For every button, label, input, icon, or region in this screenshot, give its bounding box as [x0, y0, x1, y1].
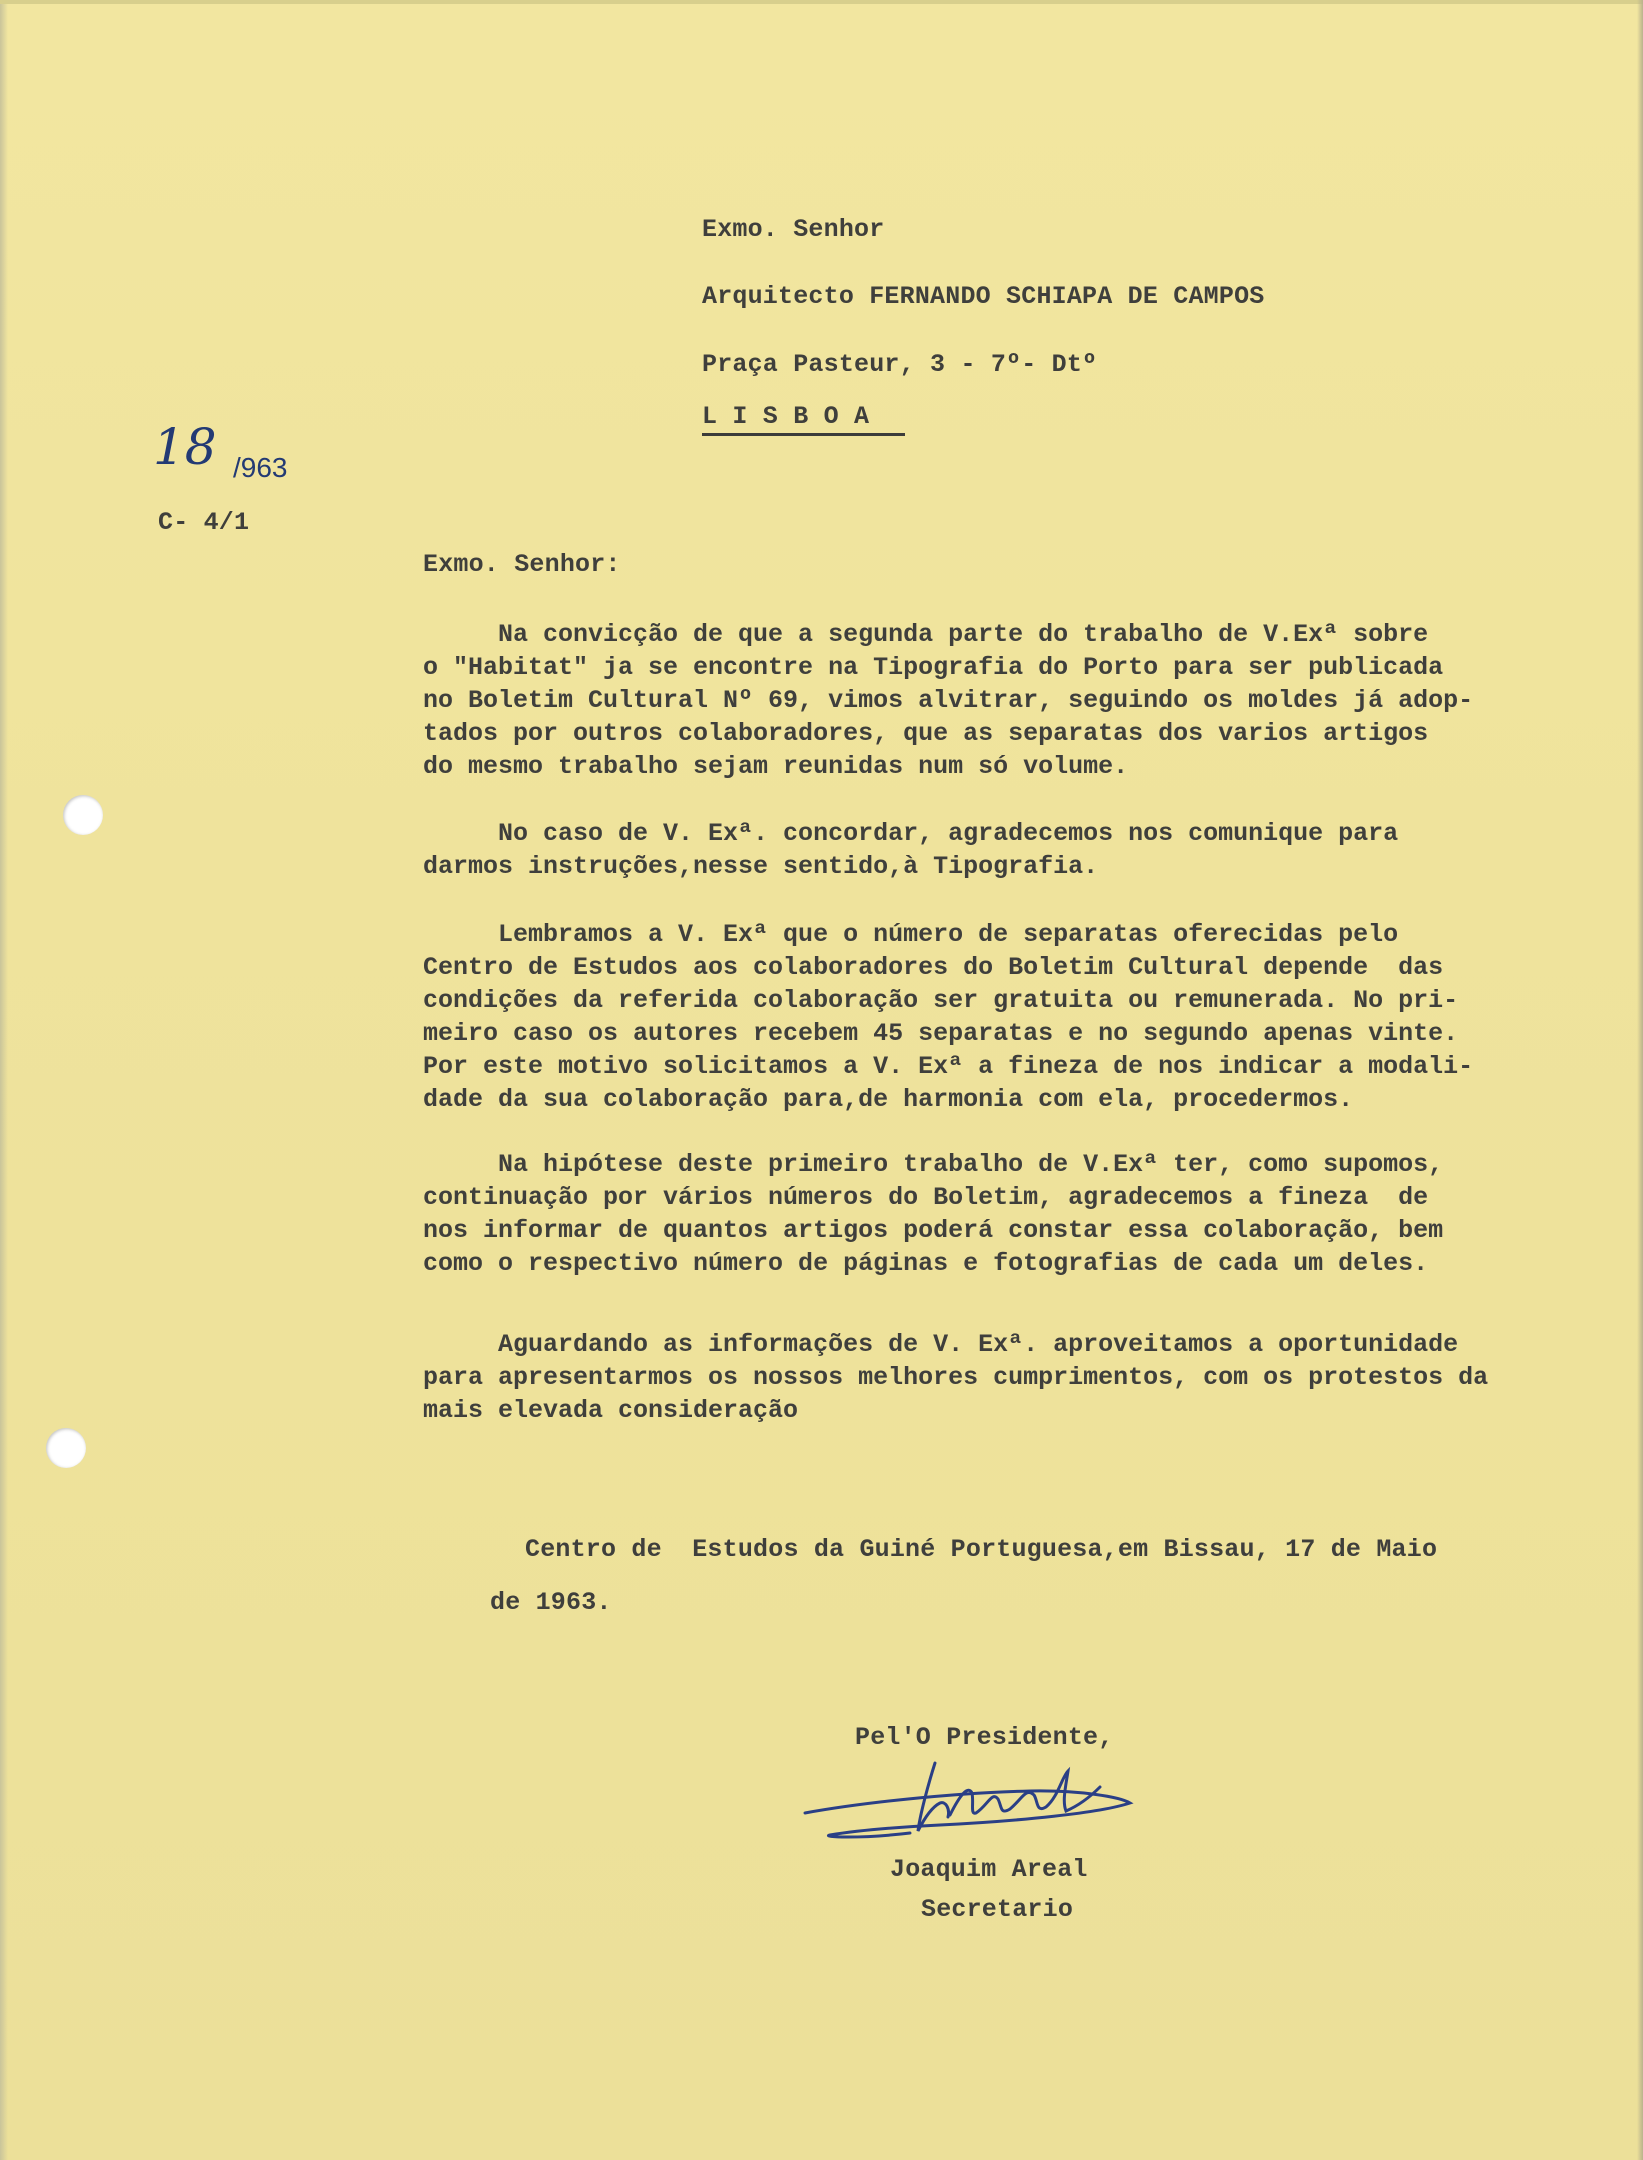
paragraph-line: Aguardando as informações de V. Exª. aproveitamos a oportunidade [423, 1330, 1459, 1359]
paragraph-line: para apresentarmos os nossos melhores cumprimentos, com os protestos da [423, 1363, 1489, 1392]
handwritten-reference-number: 18 [153, 418, 217, 476]
paragraph-1 [423, 618, 1603, 783]
paragraph-line: o "Habitat" ja se encontre na Tipografia do Porto para ser publicada [423, 653, 1444, 682]
paragraph-line: dade da sua colaboração para,de harmonia com ela, procedermos. [423, 1085, 1354, 1114]
paragraph-line: como o respectivo número de páginas e fotografias de cada um deles. [423, 1249, 1429, 1278]
handwritten-signature [800, 1755, 1150, 1870]
file-code: C- 4/1 [158, 508, 250, 537]
paragraph-line: meiro caso os autores recebem 45 separatas e no segundo apenas vinte. [423, 1019, 1459, 1048]
reference-year: /963 [233, 452, 288, 483]
paragraph-line: continuação por vários números do Boletim, agradecemos a fineza de [423, 1183, 1429, 1212]
city-underline [702, 433, 905, 436]
paragraph-line: nos informar de quantos artigos poderá constar essa colaboração, bem [423, 1216, 1444, 1245]
paragraph-line: no Boletim Cultural Nº 69, vimos alvitrar, seguindo os moldes já adop- [423, 686, 1474, 715]
paragraph-line: No caso de V. Exª. concordar, agradecemos nos comunique para [423, 819, 1399, 848]
paragraph-3 [423, 918, 1603, 1116]
punch-hole-bottom [46, 1428, 86, 1468]
paragraph-line: do mesmo trabalho sejam reunidas num só volume. [423, 752, 1129, 781]
paragraph-line: darmos instruções,nesse sentido,à Tipografia. [423, 852, 1099, 881]
closing-line: Pel'O Presidente, [855, 1723, 1114, 1752]
paragraph-line: Lembramos a V. Exª que o número de separatas oferecidas pelo [423, 920, 1399, 949]
signer-name: Joaquim Areal [890, 1855, 1088, 1884]
paragraph-line: mais elevada consideração [423, 1396, 799, 1425]
top-edge [0, 0, 1643, 4]
paragraph-line: condições da referida colaboração ser gratuita ou remunerada. No pri- [423, 986, 1459, 1015]
place-date-line-1: Centro de Estudos da Guiné Portuguesa,em Bissau, 17 de Maio [525, 1535, 1438, 1564]
recipient-salutation: Exmo. Senhor [702, 215, 885, 244]
paragraph-4 [423, 1148, 1603, 1280]
greeting: Exmo. Senhor: [423, 550, 621, 579]
paragraph-line: Na hipótese deste primeiro trabalho de V.Exª ter, como supomos, [423, 1150, 1444, 1179]
recipient-name: Arquitecto FERNANDO SCHIAPA DE CAMPOS [702, 282, 1265, 311]
paragraph-2 [423, 817, 1603, 883]
paragraph-line: Na convicção de que a segunda parte do trabalho de V.Exª sobre [423, 620, 1429, 649]
signer-title: Secretario [921, 1895, 1074, 1924]
paragraph-5 [423, 1328, 1603, 1427]
place-date-line-2: de 1963. [490, 1588, 612, 1617]
recipient-address: Praça Pasteur, 3 - 7º- Dtº [702, 350, 1098, 379]
recipient-city: L I S B O A [702, 402, 870, 431]
paragraph-line: tados por outros colaboradores, que as separatas dos varios artigos [423, 719, 1429, 748]
punch-hole-top [63, 795, 103, 835]
paragraph-line: Por este motivo solicitamos a V. Exª a fineza de nos indicar a modali- [423, 1052, 1474, 1081]
paragraph-line: Centro de Estudos aos colaboradores do Boletim Cultural depende das [423, 953, 1444, 982]
